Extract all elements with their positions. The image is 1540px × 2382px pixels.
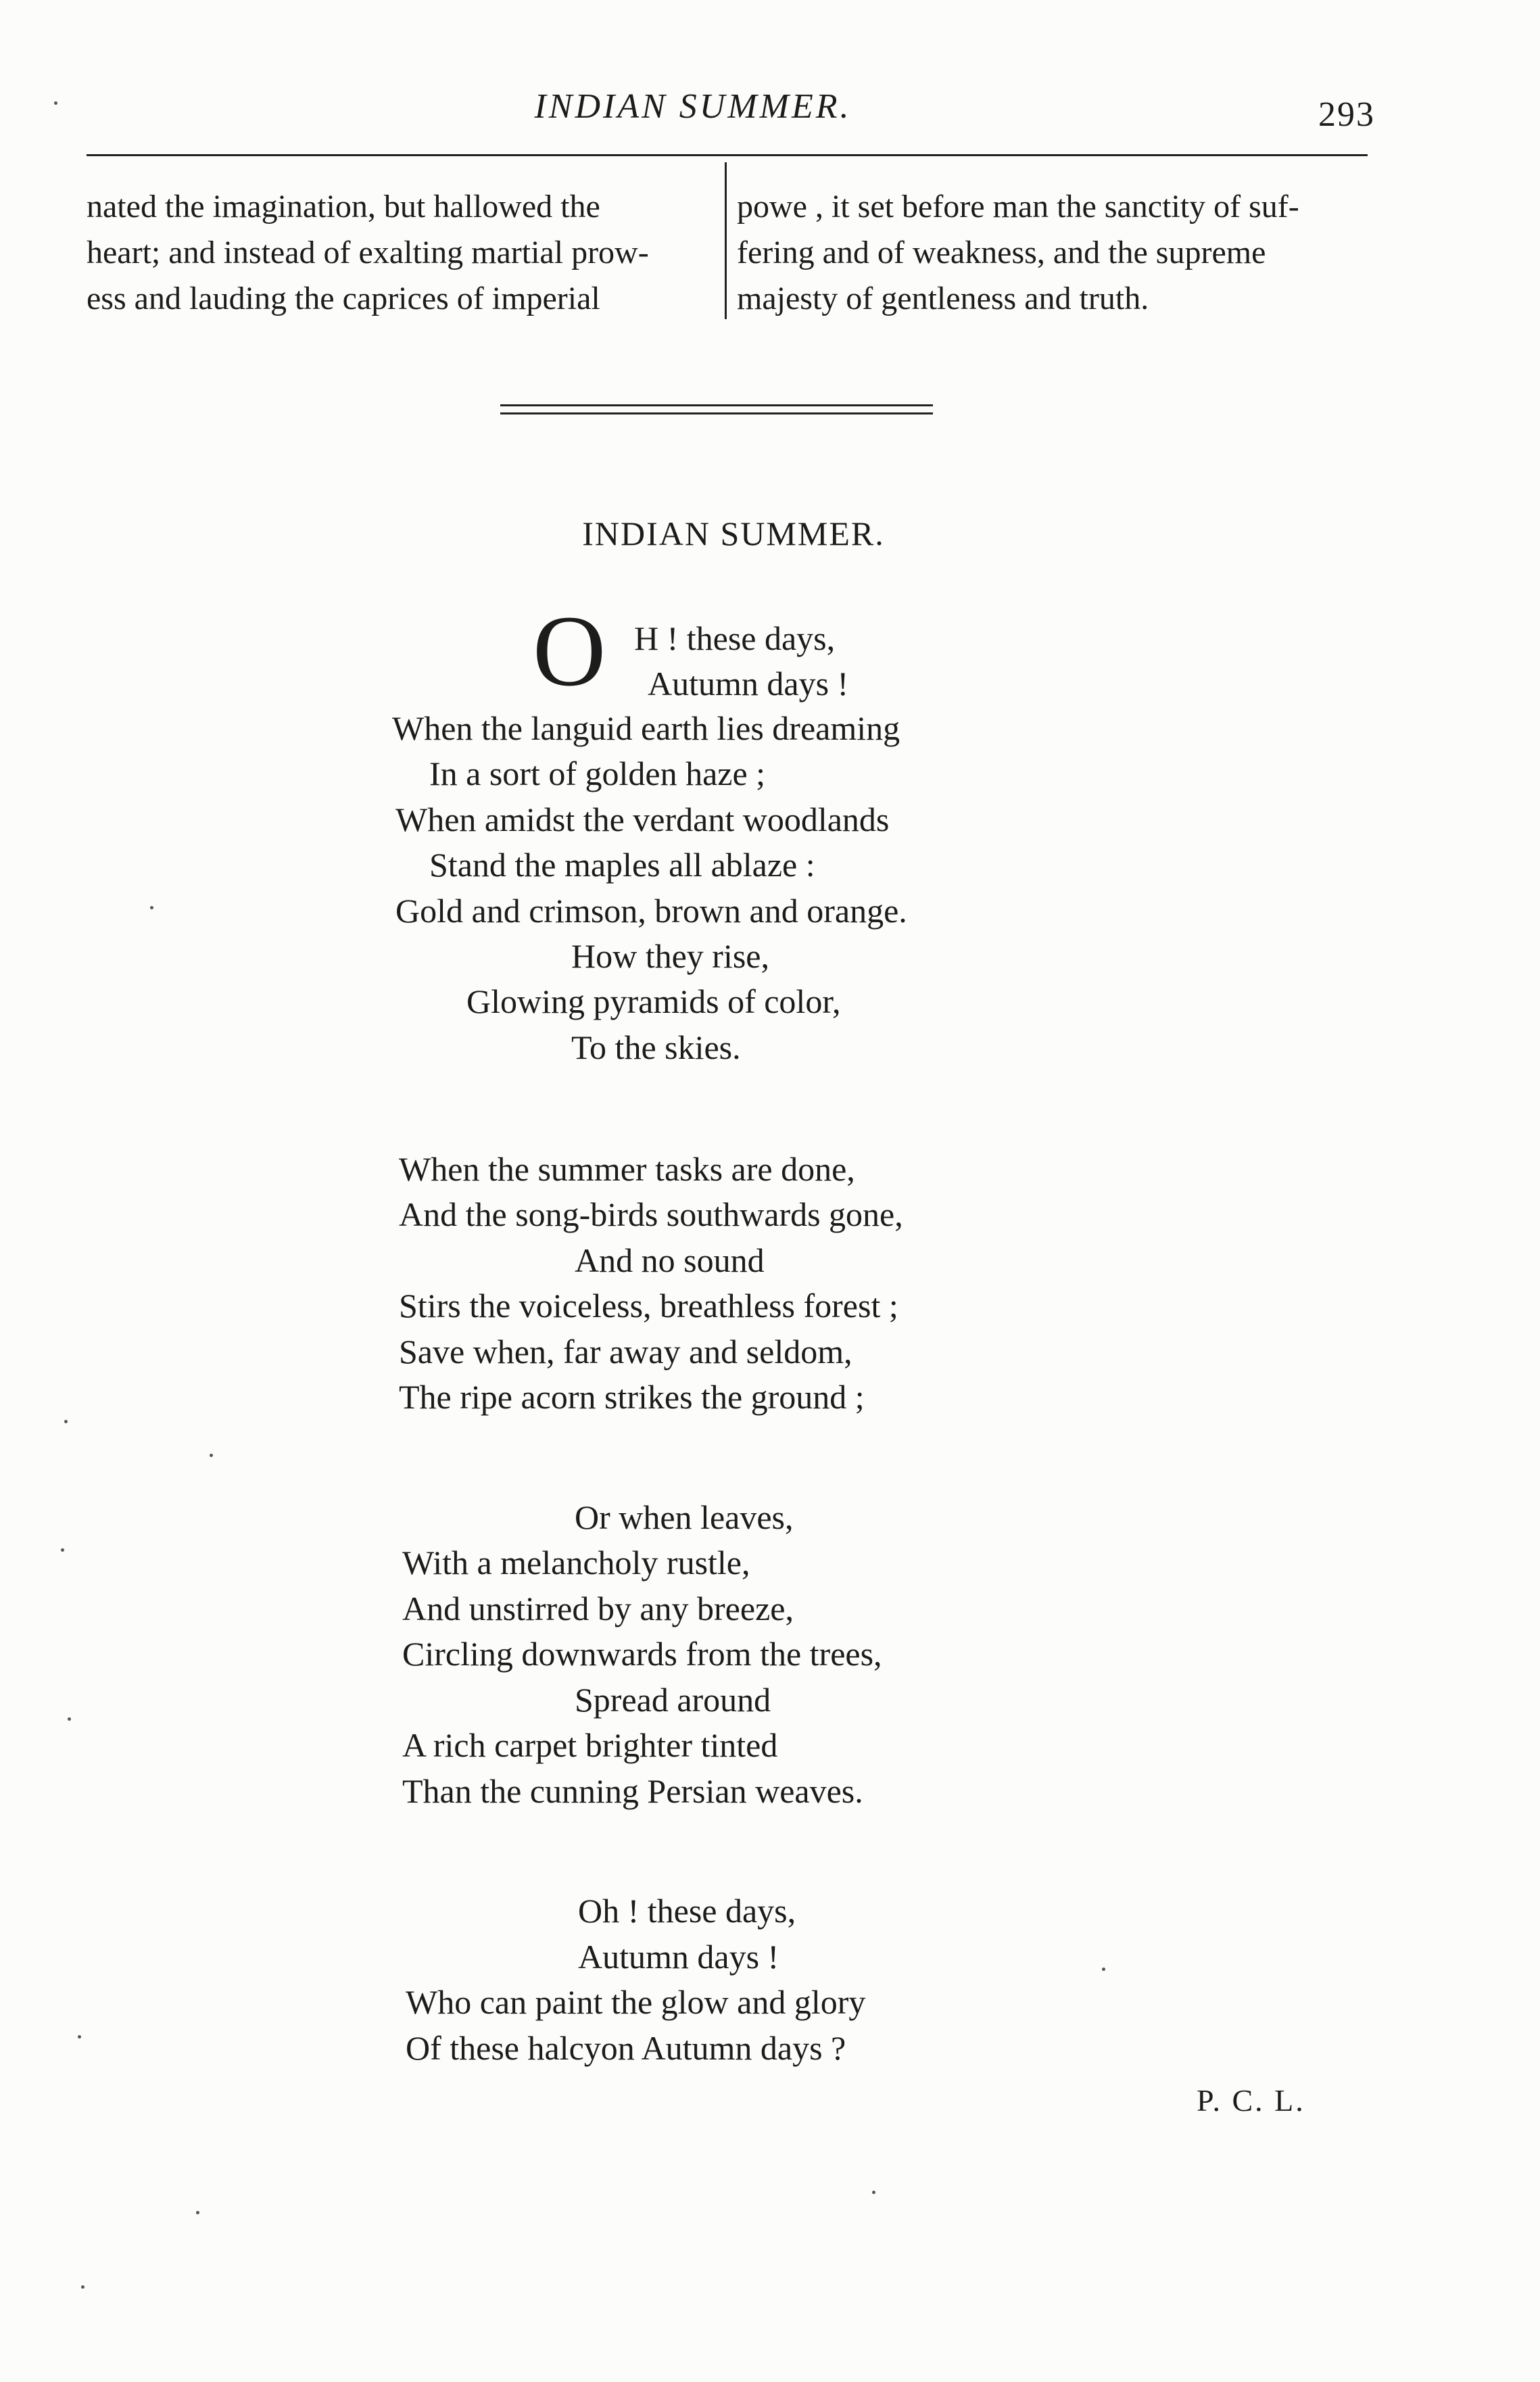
poem-line: When the summer tasks are done, bbox=[399, 1150, 855, 1188]
prose-line: ess and lauding the caprices of imperial bbox=[87, 281, 600, 316]
scan-speck bbox=[210, 1454, 213, 1457]
poem-line: In a sort of golden haze ; bbox=[429, 755, 766, 792]
scan-speck bbox=[1102, 1968, 1105, 1971]
author-signature: P. C. L. bbox=[1197, 2083, 1305, 2118]
scan-speck bbox=[78, 2035, 81, 2039]
prose-line: powe , it set before man the sanctity of suf- bbox=[737, 189, 1299, 224]
poem-line: When amidst the verdant woodlands bbox=[395, 801, 890, 838]
prose-line: fering and of weakness, and the supreme bbox=[737, 235, 1266, 270]
poem-line: The ripe acorn strikes the ground ; bbox=[399, 1378, 865, 1416]
poem-line: How they rise, bbox=[571, 937, 769, 975]
poem-line: A rich carpet brighter tinted bbox=[402, 1726, 778, 1764]
scan-speck bbox=[54, 101, 57, 105]
poem-line: And the song-birds southwards gone, bbox=[399, 1195, 903, 1233]
poem-line: And unstirred by any breeze, bbox=[402, 1590, 794, 1627]
scan-speck bbox=[196, 2211, 199, 2214]
poem-line: Who can paint the glow and glory bbox=[406, 1983, 866, 2021]
poem-line: Stirs the voiceless, breathless forest ; bbox=[399, 1287, 898, 1325]
poem-line: Circling downwards from the trees, bbox=[402, 1635, 882, 1673]
scan-speck bbox=[150, 906, 153, 909]
drop-cap: O bbox=[533, 595, 606, 707]
prose-line: heart; and instead of exalting martial prow- bbox=[87, 235, 649, 270]
running-head-title: INDIAN SUMMER. bbox=[534, 87, 852, 126]
poem-line: To the skies. bbox=[571, 1028, 741, 1066]
poem-line: Glowing pyramids of color, bbox=[466, 982, 841, 1020]
poem-line: Than the cunning Persian weaves. bbox=[402, 1772, 863, 1810]
scan-speck bbox=[61, 1548, 64, 1552]
scan-speck bbox=[81, 2285, 85, 2289]
scan-speck bbox=[872, 2191, 875, 2194]
scan-speck bbox=[64, 1420, 68, 1423]
poem-line: When the languid earth lies dreaming bbox=[392, 709, 900, 747]
poem-line: Stand the maples all ablaze : bbox=[429, 846, 815, 884]
poem-line: With a melancholy rustle, bbox=[402, 1544, 750, 1581]
poem-line: And no sound bbox=[575, 1241, 765, 1279]
poem-line: Spread around bbox=[575, 1681, 771, 1719]
poem-line: Of these halcyon Autumn days ? bbox=[406, 2029, 846, 2067]
poem-line: Or when leaves, bbox=[575, 1498, 794, 1536]
page-number: 293 bbox=[1318, 95, 1375, 134]
prose-line: majesty of gentleness and truth. bbox=[737, 281, 1149, 316]
poem-line: Autumn days ! bbox=[578, 1938, 779, 1976]
prose-line: nated the imagination, but hallowed the bbox=[87, 189, 600, 224]
poem-line: Gold and crimson, brown and orange. bbox=[395, 892, 907, 930]
poem-line: Save when, far away and seldom, bbox=[399, 1333, 852, 1371]
poem-line: H ! these days, bbox=[634, 619, 836, 657]
poem-line: Oh ! these days, bbox=[578, 1892, 796, 1930]
scan-speck bbox=[68, 1717, 71, 1721]
poem-title: INDIAN SUMMER. bbox=[582, 515, 885, 552]
poem-line: Autumn days ! bbox=[648, 665, 849, 702]
